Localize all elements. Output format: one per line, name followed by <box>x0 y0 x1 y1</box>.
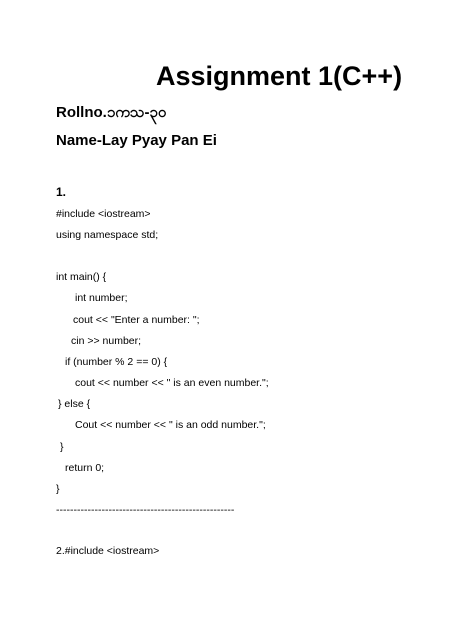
code-line-close-if: } <box>60 441 64 453</box>
code-line-input: cin >> number; <box>71 335 142 347</box>
code-line-q2-include: 2.#include <iostream> <box>56 545 160 557</box>
roll-number: Rollno.၁ကသ-၃၀ <box>56 104 167 121</box>
code-line-prompt: cout << "Enter a number: "; <box>73 314 200 326</box>
code-line-include: #include <iostream> <box>56 208 151 220</box>
code-line-if: if (number % 2 == 0) { <box>65 356 168 368</box>
code-line-return: return 0; <box>65 462 105 474</box>
separator-line: --------------------------------------------------- <box>56 504 235 516</box>
document-title: Assignment 1(C++) <box>156 61 403 91</box>
code-line-even: cout << number << " is an even number."; <box>75 377 269 389</box>
code-line-namespace: using namespace std; <box>56 229 159 241</box>
code-line-declare: int number; <box>75 292 128 304</box>
code-line-else: } else { <box>58 398 91 410</box>
code-line-close-main: } <box>56 483 60 495</box>
question-number: 1. <box>56 185 67 199</box>
student-name: Name-Lay Pyay Pan Ei <box>56 132 217 149</box>
code-line-main: int main() { <box>56 271 107 283</box>
code-line-odd: Cout << number << " is an odd number."; <box>75 419 266 431</box>
